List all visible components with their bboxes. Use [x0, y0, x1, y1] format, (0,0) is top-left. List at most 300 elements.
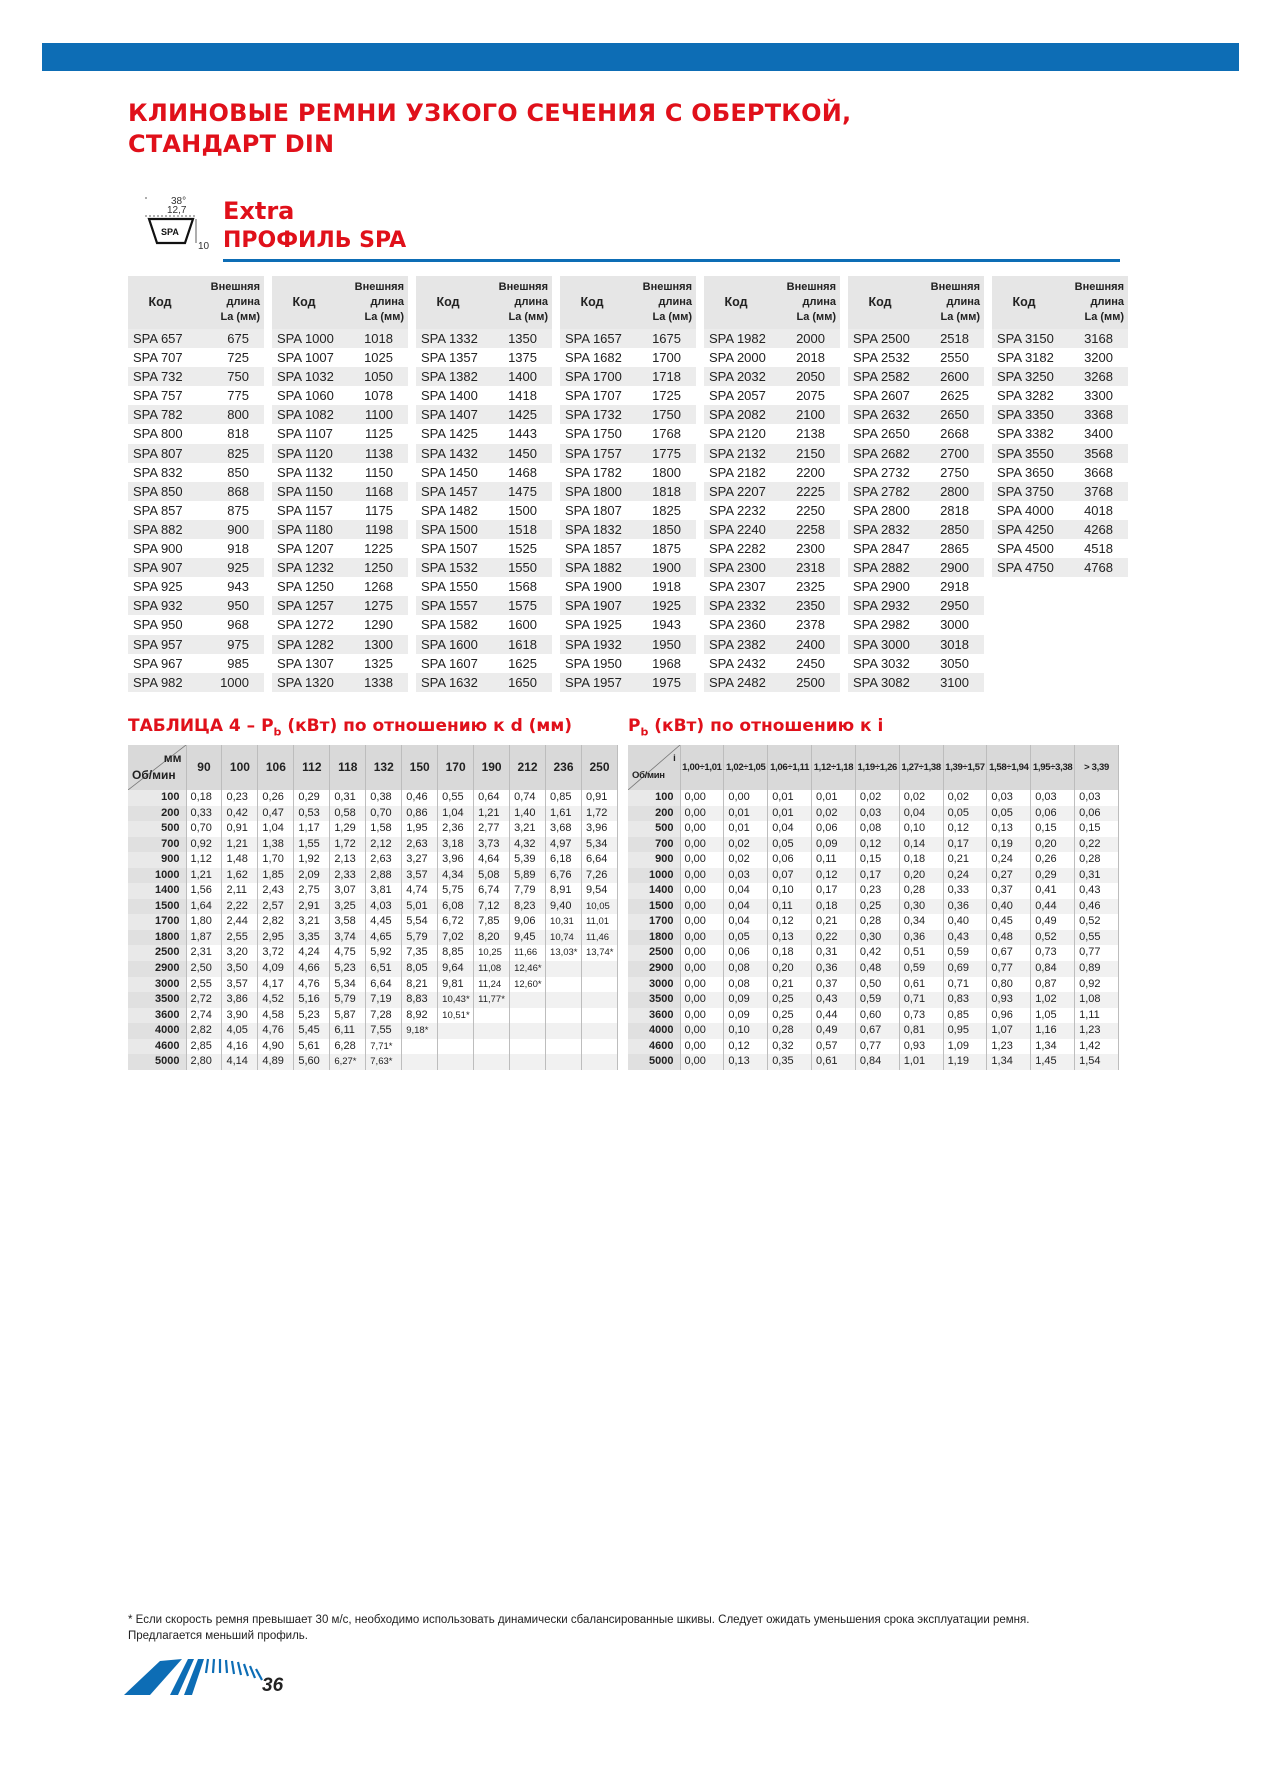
length-header-line3: La (мм) [364, 311, 404, 323]
power-cell: 0,01 [724, 821, 768, 837]
power-cell: 0,22 [812, 930, 856, 946]
power-cell: 0,49 [812, 1023, 856, 1039]
table-column-header: 150 [402, 745, 438, 790]
table-row [628, 1008, 1119, 1024]
belt-code: SPA 2607 [853, 388, 910, 404]
power-cell: 2,95 [258, 930, 294, 946]
power-cell: 12,60* [510, 977, 546, 993]
power-cell: 4,52 [258, 992, 294, 1008]
power-cell [510, 1008, 546, 1024]
table-column-header: 1,00÷1,01 [680, 745, 724, 790]
power-cell: 0,25 [855, 899, 899, 915]
power-cell: 6,64 [366, 977, 402, 993]
code-row [416, 463, 552, 482]
power-cell: 0,37 [812, 977, 856, 993]
power-cell: 5,79 [402, 930, 438, 946]
rpm-cell: 5000 [128, 1054, 186, 1070]
table-corner-cell [628, 745, 680, 790]
rpm-cell: 1000 [128, 868, 186, 884]
power-cell: 7,55 [366, 1023, 402, 1039]
rpm-cell: 200 [628, 806, 680, 822]
belt-length: 1825 [652, 502, 681, 518]
power-cell: 0,89 [1075, 961, 1119, 977]
power-cell: 0,18 [812, 899, 856, 915]
belt-code: SPA 1482 [421, 502, 478, 518]
table-column-header: 1,19÷1,26 [855, 745, 899, 790]
power-cell: 2,09 [294, 868, 330, 884]
table-column-header: 100 [222, 745, 258, 790]
power-cell: 0,15 [1075, 821, 1119, 837]
belt-length: 1625 [508, 655, 537, 671]
power-cell: 2,63 [402, 837, 438, 853]
code-row [560, 444, 696, 463]
power-cell: 0,44 [1031, 899, 1075, 915]
code-row [992, 329, 1128, 348]
belt-length: 1918 [652, 579, 681, 595]
code-row [848, 424, 984, 443]
power-cell: 0,06 [1075, 806, 1119, 822]
power-cell: 0,84 [1031, 961, 1075, 977]
power-cell: 2,50 [186, 961, 222, 977]
power-cell: 12,46* [510, 961, 546, 977]
power-cell: 0,31 [812, 945, 856, 961]
table-row [628, 945, 1119, 961]
table-column-header: 1,58÷1,94 [987, 745, 1031, 790]
power-cell: 0,17 [855, 868, 899, 884]
belt-code: SPA 1932 [565, 636, 622, 652]
power-cell: 7,79 [510, 883, 546, 899]
length-header [336, 276, 408, 329]
belt-code: SPA 1707 [565, 388, 622, 404]
power-cell: 0,61 [812, 1054, 856, 1070]
belt-length: 1150 [365, 464, 393, 480]
power-cell: 1,38 [258, 837, 294, 853]
belt-code: SPA 4250 [997, 521, 1054, 537]
power-cell: 5,39 [510, 852, 546, 868]
code-row [128, 673, 264, 692]
power-cell: 0,04 [724, 914, 768, 930]
code-header: Код [436, 295, 460, 309]
power-cell: 3,68 [546, 821, 582, 837]
power-cell: 0,83 [943, 992, 987, 1008]
belt-code: SPA 1400 [421, 388, 478, 404]
belt-code: SPA 1457 [421, 483, 478, 499]
belt-code: SPA 2432 [709, 655, 766, 671]
power-cell: 1,62 [222, 868, 258, 884]
power-cell: 0,77 [1075, 945, 1119, 961]
rpm-cell: 3000 [128, 977, 186, 993]
power-cell: 1,08 [1075, 992, 1119, 1008]
code-header: Код [148, 295, 172, 309]
power-cell: 0,28 [768, 1023, 812, 1039]
power-cell: 0,21 [768, 977, 812, 993]
power-cell: 7,85 [474, 914, 510, 930]
belt-code: SPA 1957 [565, 674, 622, 690]
power-cell: 0,35 [768, 1054, 812, 1070]
table-row [628, 1054, 1119, 1070]
table-column-header: 106 [258, 745, 294, 790]
power-cell: 3,81 [366, 883, 402, 899]
belt-code: SPA 2732 [853, 464, 910, 480]
power-cell: 0,07 [768, 868, 812, 884]
rpm-cell: 500 [628, 821, 680, 837]
power-cell: 0,03 [1075, 790, 1119, 806]
power-cell: 5,34 [330, 977, 366, 993]
power-cell: 10,74 [546, 930, 582, 946]
belt-code: SPA 2082 [709, 407, 766, 423]
belt-length: 3568 [1084, 445, 1113, 461]
power-cell [581, 1008, 617, 1024]
code-row [560, 501, 696, 520]
power-cell: 1,61 [546, 806, 582, 822]
code-row [416, 424, 552, 443]
belt-code: SPA 1425 [421, 426, 478, 442]
belt-code: SPA 2332 [709, 598, 766, 614]
power-cell: 1,48 [222, 852, 258, 868]
power-cell: 0,92 [1075, 977, 1119, 993]
belt-length: 1400 [508, 369, 537, 385]
power-cell: 0,02 [943, 790, 987, 806]
belt-code: SPA 1107 [277, 426, 333, 442]
belt-code: SPA 1507 [421, 541, 478, 557]
belt-length: 2750 [940, 464, 969, 480]
power-cell [510, 1023, 546, 1039]
belt-code-table [128, 276, 1128, 692]
power-cell: 3,86 [222, 992, 258, 1008]
power-cell: 0,55 [1075, 930, 1119, 946]
power-cell: 0,08 [855, 821, 899, 837]
belt-code: SPA 2650 [853, 426, 910, 442]
belt-code: SPA 2000 [709, 350, 766, 366]
power-cell: 0,18 [899, 852, 943, 868]
power-cell: 0,12 [724, 1039, 768, 1055]
length-header-line3: La (мм) [1084, 311, 1124, 323]
page-number: 36 [262, 1675, 284, 1696]
power-cell: 0,36 [943, 899, 987, 915]
code-row [704, 654, 840, 673]
belt-length: 3268 [1084, 369, 1113, 385]
length-header-line1: Внешняя [354, 281, 404, 293]
belt-code: SPA 1432 [421, 445, 478, 461]
belt-length: 2325 [796, 579, 825, 595]
belt-length: 2150 [796, 445, 825, 461]
power-cell: 8,20 [474, 930, 510, 946]
table-row [628, 992, 1119, 1008]
rpm-cell: 1700 [128, 914, 186, 930]
power-cell: 0,00 [680, 1054, 724, 1070]
power-cell: 0,74 [510, 790, 546, 806]
belt-length: 4518 [1084, 541, 1113, 557]
belt-code: SPA 800 [133, 426, 183, 442]
power-cell: 3,21 [510, 821, 546, 837]
code-row [416, 367, 552, 386]
code-row [704, 482, 840, 501]
belt-length: 1875 [652, 541, 681, 557]
code-row [848, 635, 984, 654]
power-cell: 0,50 [855, 977, 899, 993]
length-header-line3: La (мм) [652, 311, 692, 323]
table-row [128, 945, 618, 961]
power-cell: 5,23 [330, 961, 366, 977]
code-row [416, 673, 552, 692]
power-cell: 4,74 [402, 883, 438, 899]
power-cell: 0,51 [899, 945, 943, 961]
power-cell: 0,08 [724, 961, 768, 977]
belt-code: SPA 2500 [853, 331, 910, 346]
power-cell: 11,01 [581, 914, 617, 930]
power-cell: 3,21 [294, 914, 330, 930]
belt-code: SPA 1407 [421, 407, 478, 423]
power-cell: 6,11 [330, 1023, 366, 1039]
power-cell: 5,60 [294, 1054, 330, 1070]
code-row [704, 386, 840, 405]
code-row [704, 520, 840, 539]
belt-code: SPA 2532 [853, 350, 910, 366]
code-row [416, 501, 552, 520]
belt-length: 1338 [364, 674, 393, 690]
code-row [848, 577, 984, 596]
power-cell: 6,27* [330, 1054, 366, 1070]
table-row [128, 806, 618, 822]
power-cell: 9,40 [546, 899, 582, 915]
power-cell: 3,96 [438, 852, 474, 868]
power-cell: 0,40 [987, 899, 1031, 915]
power-cell: 5,61 [294, 1039, 330, 1055]
code-row [560, 654, 696, 673]
code-row [848, 348, 984, 367]
power-cell: 0,71 [899, 992, 943, 1008]
power-cell: 2,22 [222, 899, 258, 915]
power-cell: 0,09 [812, 837, 856, 853]
belt-code: SPA 1800 [565, 483, 622, 499]
power-cell: 3,57 [222, 977, 258, 993]
belt-length: 1800 [652, 464, 681, 480]
belt-code: SPA 882 [133, 521, 183, 537]
power-cell: 8,83 [402, 992, 438, 1008]
length-header-line1: Внешняя [642, 281, 692, 293]
power-cell: 7,71* [366, 1039, 402, 1055]
power-cell: 2,44 [222, 914, 258, 930]
power-cell: 0,15 [855, 852, 899, 868]
power-cell: 0,71 [943, 977, 987, 993]
power-cell: 0,43 [943, 930, 987, 946]
power-cell: 4,17 [258, 977, 294, 993]
power-cell [546, 1008, 582, 1024]
belt-code: SPA 925 [133, 579, 183, 595]
code-header: Код [724, 295, 748, 309]
rpm-cell: 4000 [628, 1023, 680, 1039]
power-cell: 0,00 [680, 945, 724, 961]
belt-length: 1550 [508, 560, 537, 576]
table-column-header: 1,27÷1,38 [899, 745, 943, 790]
rpm-cell: 3600 [628, 1008, 680, 1024]
belt-code: SPA 3150 [997, 331, 1054, 346]
belt-code: SPA 1757 [565, 445, 622, 461]
power-cell: 0,30 [899, 899, 943, 915]
code-row [128, 386, 264, 405]
belt-length: 725 [227, 350, 249, 366]
code-row [272, 386, 408, 405]
length-header-line2: длина [658, 296, 692, 308]
power-cell: 5,89 [510, 868, 546, 884]
code-row [272, 596, 408, 615]
code-row [704, 424, 840, 443]
code-row [272, 673, 408, 692]
code-row [992, 482, 1128, 501]
power-cell: 3,58 [330, 914, 366, 930]
power-cell: 2,88 [366, 868, 402, 884]
code-row [848, 482, 984, 501]
belt-length: 3000 [940, 617, 969, 633]
belt-code: SPA 3382 [997, 426, 1054, 442]
table-column-header: 250 [581, 745, 617, 790]
power-cell: 4,09 [258, 961, 294, 977]
code-column [416, 276, 552, 692]
belt-code: SPA 4000 [997, 502, 1054, 518]
code-row [704, 463, 840, 482]
power-cell: 5,16 [294, 992, 330, 1008]
power-cell: 0,93 [987, 992, 1031, 1008]
belt-length: 1325 [364, 655, 393, 671]
belt-code: SPA 1700 [565, 369, 622, 385]
code-row [704, 558, 840, 577]
power-cell: 0,27 [987, 868, 1031, 884]
belt-code: SPA 4500 [997, 541, 1054, 557]
code-header: Код [292, 295, 316, 309]
table-column-header: 1,95÷3,38 [1031, 745, 1075, 790]
power-cell [581, 1023, 617, 1039]
power-cell: 11,77* [474, 992, 510, 1008]
code-row [128, 367, 264, 386]
belt-length: 2250 [796, 502, 825, 518]
rpm-cell: 4000 [128, 1023, 186, 1039]
length-header-line3: La (мм) [508, 311, 548, 323]
code-row [992, 386, 1128, 405]
power-cell: 0,01 [724, 806, 768, 822]
belt-length: 1175 [365, 502, 393, 518]
belt-length: 2818 [940, 502, 969, 518]
power-cell: 0,20 [899, 868, 943, 884]
power-cell: 1,29 [330, 821, 366, 837]
power-cell: 11,08 [474, 961, 510, 977]
table-row [128, 961, 618, 977]
belt-length: 4268 [1084, 521, 1113, 537]
belt-code: SPA 900 [133, 541, 183, 557]
code-row [560, 635, 696, 654]
power-cell: 0,12 [943, 821, 987, 837]
belt-code: SPA 732 [133, 369, 183, 385]
power-cell: 0,52 [1075, 914, 1119, 930]
code-header: Код [580, 295, 604, 309]
power-cell: 6,18 [546, 852, 582, 868]
code-column-header [848, 276, 984, 329]
code-row [848, 596, 984, 615]
power-cell: 0,00 [680, 1023, 724, 1039]
power-cell: 0,23 [222, 790, 258, 806]
belt-length: 2550 [940, 350, 969, 366]
power-cell: 6,28 [330, 1039, 366, 1055]
belt-code: SPA 1882 [565, 560, 622, 576]
power-cell: 0,86 [402, 806, 438, 822]
belt-length: 2518 [940, 331, 969, 346]
code-row [416, 329, 552, 348]
power-cell: 3,50 [222, 961, 258, 977]
belt-length: 1575 [508, 598, 537, 614]
code-row [848, 329, 984, 348]
code-row [128, 596, 264, 615]
length-header [192, 276, 264, 329]
belt-length: 2300 [796, 541, 825, 557]
belt-length: 1525 [508, 541, 537, 557]
code-row [848, 539, 984, 558]
power-cell: 0,20 [1031, 837, 1075, 853]
code-row [848, 673, 984, 692]
power-cell: 0,59 [899, 961, 943, 977]
power-cell: 0,12 [855, 837, 899, 853]
power-cell: 11,66 [510, 945, 546, 961]
code-row [272, 539, 408, 558]
belt-length: 2900 [940, 560, 969, 576]
table-row [128, 1054, 618, 1070]
power-cell: 0,02 [724, 852, 768, 868]
power-cell: 1,58 [366, 821, 402, 837]
power-cell: 0,00 [680, 883, 724, 899]
belt-code: SPA 932 [133, 598, 183, 614]
power-cell: 0,12 [768, 914, 812, 930]
power-cell: 0,00 [680, 930, 724, 946]
table-row [128, 852, 618, 868]
table-column-header: 212 [510, 745, 546, 790]
table-row [628, 961, 1119, 977]
profile-angle: 38° [171, 196, 187, 207]
power-cell: 8,23 [510, 899, 546, 915]
power-cell: 0,93 [899, 1039, 943, 1055]
power-cell: 0,06 [1031, 806, 1075, 822]
rpm-cell: 2900 [628, 961, 680, 977]
belt-length: 3018 [940, 636, 969, 652]
code-row [128, 539, 264, 558]
code-row [560, 405, 696, 424]
belt-length: 1290 [364, 617, 393, 633]
power-cell: 3,72 [258, 945, 294, 961]
code-row [128, 654, 264, 673]
length-header [912, 276, 984, 329]
code-column [992, 276, 1128, 692]
belt-code: SPA 1207 [277, 541, 334, 557]
power-cell: 1,34 [987, 1054, 1031, 1070]
power-cell: 7,63* [366, 1054, 402, 1070]
power-cell: 8,91 [546, 883, 582, 899]
belt-length: 2918 [940, 579, 969, 595]
belt-length: 1900 [652, 560, 681, 576]
power-cell: 0,49 [1031, 914, 1075, 930]
power-cell: 1,55 [294, 837, 330, 853]
power-cell: 3,73 [474, 837, 510, 853]
code-row [704, 539, 840, 558]
belt-code: SPA 3550 [997, 445, 1054, 461]
belt-code: SPA 1282 [277, 636, 334, 652]
power-cell: 0,25 [768, 992, 812, 1008]
power-cell: 2,55 [186, 977, 222, 993]
code-row [416, 444, 552, 463]
belt-code: SPA 850 [133, 483, 183, 499]
power-cell: 2,55 [222, 930, 258, 946]
table-column-header: 1,02÷1,05 [724, 745, 768, 790]
belt-length: 900 [227, 521, 249, 537]
power-cell: 9,06 [510, 914, 546, 930]
power-cell: 0,22 [1075, 837, 1119, 853]
power-cell: 3,20 [222, 945, 258, 961]
